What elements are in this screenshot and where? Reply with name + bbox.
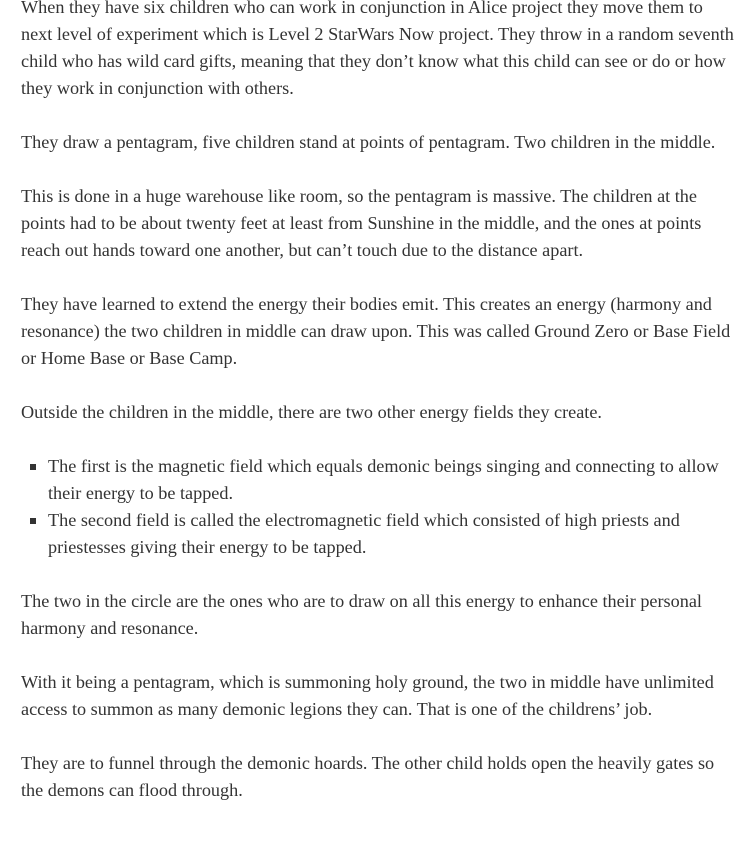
paragraph-funnel: They are to funnel through the demonic hoards. The other child holds open the heavily gates so the demons can flood through. bbox=[21, 753, 715, 800]
article-body bbox=[21, 0, 737, 831]
paragraph-circle: The two in the circle are the ones who are to draw on all this energy to enhance their personal harmony and resonance. bbox=[21, 591, 702, 638]
paragraph-level-2-project: When they have six children who can work in conjunction in Alice project they move them to next level of experiment which is Level 2 StarWars Now project. They throw in a random seventh child who has wild card gifts, meaning that they don’t know what this child can see or do or how they work in conjunction with others. bbox=[21, 0, 734, 98]
paragraph-energy-fields-intro: Outside the children in the middle, there are two other energy fields they create. bbox=[21, 402, 602, 422]
square-bullet-icon bbox=[30, 518, 36, 524]
paragraph-energy: They have learned to extend the energy their bodies emit. This creates an energy (harmony and resonance) the two children in middle can draw upon. This was called Ground Zero or Base Field or Home Base or Base Camp. bbox=[21, 294, 731, 368]
list-item bbox=[21, 507, 737, 561]
list-item-text: The first is the magnetic field which equals demonic beings singing and connecting to allow their energy to be tapped. bbox=[48, 456, 719, 503]
list-item-text: The second field is called the electromagnetic field which consisted of high priests and priestesses giving their energy to be tapped. bbox=[48, 510, 680, 557]
list-item bbox=[21, 453, 737, 507]
paragraph-warehouse: This is done in a huge warehouse like room, so the pentagram is massive. The children at the points had to be about twenty feet at least from Sunshine in the middle, and the ones at points reach out hands toward one another, but can’t touch due to the distance apart. bbox=[21, 186, 702, 260]
energy-fields-list bbox=[21, 453, 737, 561]
square-bullet-icon bbox=[30, 464, 36, 470]
paragraph-summoning: With it being a pentagram, which is summoning holy ground, the two in middle have unlimited access to summon as many demonic legions they can. That is one of the childrens’ job. bbox=[21, 672, 714, 719]
paragraph-pentagram: They draw a pentagram, five children stand at points of pentagram. Two children in the middle. bbox=[21, 132, 716, 152]
